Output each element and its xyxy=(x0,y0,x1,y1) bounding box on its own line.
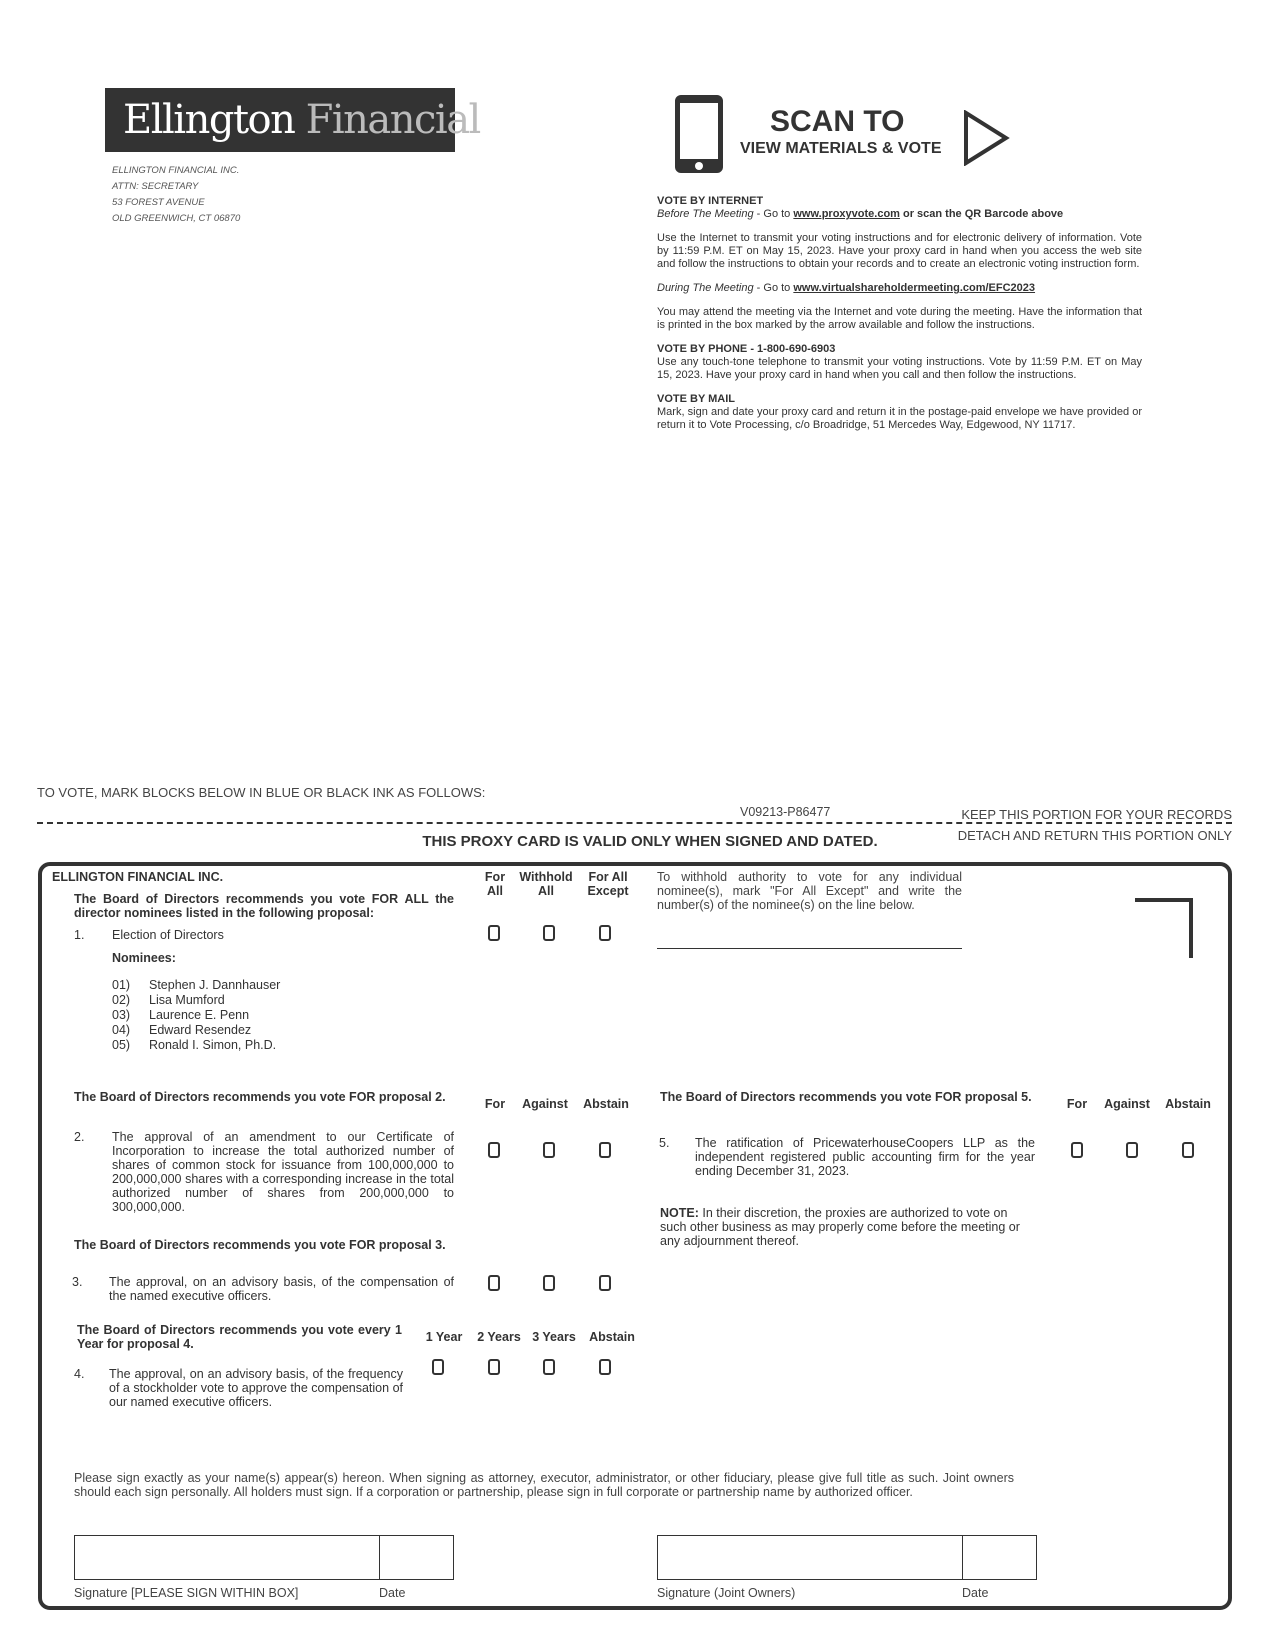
phone-text: Use any touch-tone telephone to transmit your voting instructions. Vote by 11:59 P.M. ET on May 15, 2023. Have your proxy card in hand when you call and then follow the instructions. xyxy=(657,356,1142,381)
address-line: 53 FOREST AVENUE xyxy=(112,197,205,208)
col-against: Against xyxy=(522,1097,568,1111)
voting-instructions xyxy=(657,195,1142,443)
nominee: 05) Ronald I. Simon, Ph.D. xyxy=(112,1038,277,1052)
joint-date-label: Date xyxy=(962,1586,989,1600)
p3-for-checkbox[interactable] xyxy=(488,1275,500,1291)
p4-2-years-checkbox[interactable] xyxy=(488,1359,500,1375)
p3-text: The approval, on an advisory basis, of the compensation of the named executive officers. xyxy=(109,1275,454,1303)
control-code: V09213-P86477 xyxy=(740,805,831,819)
smartphone-icon xyxy=(675,95,723,173)
nominee-list xyxy=(112,978,280,1053)
p4-abstain-checkbox[interactable] xyxy=(599,1359,611,1375)
p4-text: The approval, on an advisory basis, of the frequency of a stockholder vote to approve the compensation of our named executive officers. xyxy=(109,1367,403,1409)
qr-text: or scan the QR Barcode above xyxy=(899,208,1064,220)
p2-recommendation: The Board of Directors recommends you vote FOR proposal 2. xyxy=(74,1090,446,1104)
signature-box[interactable] xyxy=(74,1535,380,1580)
logo-text-2: Financial xyxy=(294,97,480,143)
p3-recommendation: The Board of Directors recommends you vote FOR proposal 3. xyxy=(74,1238,446,1252)
detach-portion-text: DETACH AND RETURN THIS PORTION ONLY xyxy=(957,828,1232,843)
signing-instructions: Please sign exactly as your name(s) appear(s) hereon. When signing as attorney, executor, administrator, or other fiduciary, please give full title as such. Joint owners should each sign personally. All holders must sign. If a corporation or partnership, please sign in full corporate or partnership name by authorized officer. xyxy=(74,1471,1014,1499)
p1-recommendation: The Board of Directors recommends you vote FOR ALL the director nominees listed in the following proposal: xyxy=(74,892,454,920)
virtual-meeting-link[interactable]: www.virtualshareholdermeeting.com/EFC2023 xyxy=(793,282,1036,294)
p1-number: 1. xyxy=(74,928,85,942)
company-name: ELLINGTON FINANCIAL INC. xyxy=(52,870,224,884)
keep-portion-text: KEEP THIS PORTION FOR YOUR RECORDS xyxy=(961,807,1232,822)
p2-text: The approval of an amendment to our Certificate of Incorporation to increase the total authorized number of shares of common stock for issuance from 100,000,000 to 200,000,000 shares with a corresponding increase in the total authorized number of shares from 200,000,000 to 300,000,000. xyxy=(112,1130,454,1214)
nominee: 04) Edward Resendez xyxy=(112,1023,252,1037)
before-label: Before The Meeting xyxy=(657,208,754,220)
p1-withhold-all-checkbox[interactable] xyxy=(543,925,555,941)
corner-mark xyxy=(1135,898,1193,958)
date-box[interactable] xyxy=(379,1535,454,1580)
col-for-all: For All xyxy=(484,870,506,898)
except-write-line[interactable] xyxy=(657,948,962,949)
address-line: ELLINGTON FINANCIAL INC. xyxy=(112,165,240,176)
joint-date-box[interactable] xyxy=(962,1535,1037,1580)
address-line: ATTN: SECRETARY xyxy=(112,181,199,192)
withhold-instructions: To withhold authority to vote for any individual nominee(s), mark "For All Except" and write the number(s) of the nominee(s) on the line below. xyxy=(657,870,962,912)
p4-number: 4. xyxy=(74,1367,85,1381)
internet-text: Use the Internet to transmit your voting instructions and for electronic delivery of information. Vote by 11:59 P.M. ET on May 15, 2023. Have your proxy card in hand when you access the web site and follow the instructions to obtain your records and to create an electronic voting instruction form. xyxy=(657,232,1142,270)
detach-line xyxy=(37,822,1232,824)
p1-for-all-except-checkbox[interactable] xyxy=(599,925,611,941)
nominees-label: Nominees: xyxy=(112,951,176,965)
validity-notice: THIS PROXY CARD IS VALID ONLY WHEN SIGNED AND DATED. xyxy=(422,833,878,850)
p2-number: 2. xyxy=(74,1130,85,1144)
go-to: - Go to xyxy=(753,282,794,294)
during-label: During The Meeting xyxy=(657,282,754,294)
col-for: For xyxy=(484,1097,506,1111)
p4-1-year-checkbox[interactable] xyxy=(432,1359,444,1375)
p1-for-all-checkbox[interactable] xyxy=(488,925,500,941)
scan-title: SCAN TO xyxy=(770,105,905,138)
nominee: 02) Lisa Mumford xyxy=(112,993,225,1007)
address-line: OLD GREENWICH, CT 06870 xyxy=(112,213,241,224)
date-label: Date xyxy=(379,1586,406,1600)
p5-recommendation: The Board of Directors recommends you vote FOR proposal 5. xyxy=(660,1090,1032,1104)
signature-label: Signature [PLEASE SIGN WITHIN BOX] xyxy=(74,1586,299,1600)
internet-title: VOTE BY INTERNET xyxy=(657,195,764,207)
p3-number: 3. xyxy=(72,1275,83,1289)
p2-against-checkbox[interactable] xyxy=(543,1142,555,1158)
col-withhold-all: Withhold All xyxy=(519,870,573,898)
col-3-years: 3 Years xyxy=(532,1330,576,1344)
during-text: You may attend the meeting via the Internet and vote during the meeting. Have the information that is printed in the box marked by the arrow available and follow the instructions. xyxy=(657,306,1142,331)
logo-text-1: Ellington xyxy=(123,97,295,143)
p5-against-checkbox[interactable] xyxy=(1126,1142,1138,1158)
col-abstain: Abstain xyxy=(589,1330,635,1344)
mail-text: Mark, sign and date your proxy card and return it in the postage-paid envelope we have provided or return it to Vote Processing, c/o Broadridge, 51 Mercedes Way, Edgewood, NY 11717. xyxy=(657,406,1142,431)
col-abstain: Abstain xyxy=(1165,1097,1211,1111)
note xyxy=(660,1206,1035,1248)
p5-for-checkbox[interactable] xyxy=(1071,1142,1083,1158)
col-for: For xyxy=(1066,1097,1088,1111)
col-1-year: 1 Year xyxy=(425,1330,463,1344)
scan-subtitle: VIEW MATERIALS & VOTE xyxy=(740,140,942,157)
joint-signature-box[interactable] xyxy=(657,1535,963,1580)
p5-text: The ratification of PricewaterhouseCoopers LLP as the independent registered public accounting firm for the year ending December 31, 2023. xyxy=(695,1136,1035,1178)
return-address xyxy=(112,163,240,227)
p2-abstain-checkbox[interactable] xyxy=(599,1142,611,1158)
nominee: 03) Laurence E. Penn xyxy=(112,1008,250,1022)
p4-recommendation: The Board of Directors recommends you vote every 1 Year for proposal 4. xyxy=(77,1323,402,1351)
p5-number: 5. xyxy=(659,1136,670,1150)
p5-abstain-checkbox[interactable] xyxy=(1182,1142,1194,1158)
col-against: Against xyxy=(1104,1097,1150,1111)
arrow-right-icon xyxy=(963,110,1011,166)
nominee: 01) Stephen J. Dannhauser xyxy=(112,978,281,992)
p1-label: Election of Directors xyxy=(112,928,224,942)
p3-abstain-checkbox[interactable] xyxy=(599,1275,611,1291)
ellington-financial-logo xyxy=(105,88,480,152)
col-for-all-except: For All Except xyxy=(587,870,629,898)
proxyvote-link[interactable]: www.proxyvote.com xyxy=(793,208,900,220)
note-text: In their discretion, the proxies are authorized to vote on such other business as may properly come before the meeting or any adjournment thereof. xyxy=(660,1206,1020,1248)
p4-3-years-checkbox[interactable] xyxy=(543,1359,555,1375)
note-label: NOTE: xyxy=(660,1206,699,1220)
joint-signature-label: Signature (Joint Owners) xyxy=(657,1586,796,1600)
mail-title: VOTE BY MAIL xyxy=(657,393,736,405)
col-2-years: 2 Years xyxy=(477,1330,521,1344)
mark-instructions: TO VOTE, MARK BLOCKS BELOW IN BLUE OR BLACK INK AS FOLLOWS: xyxy=(37,785,486,800)
p3-against-checkbox[interactable] xyxy=(543,1275,555,1291)
go-to: - Go to xyxy=(753,208,794,220)
p2-for-checkbox[interactable] xyxy=(488,1142,500,1158)
phone-title: VOTE BY PHONE - 1-800-690-6903 xyxy=(657,343,836,355)
col-abstain: Abstain xyxy=(583,1097,629,1111)
